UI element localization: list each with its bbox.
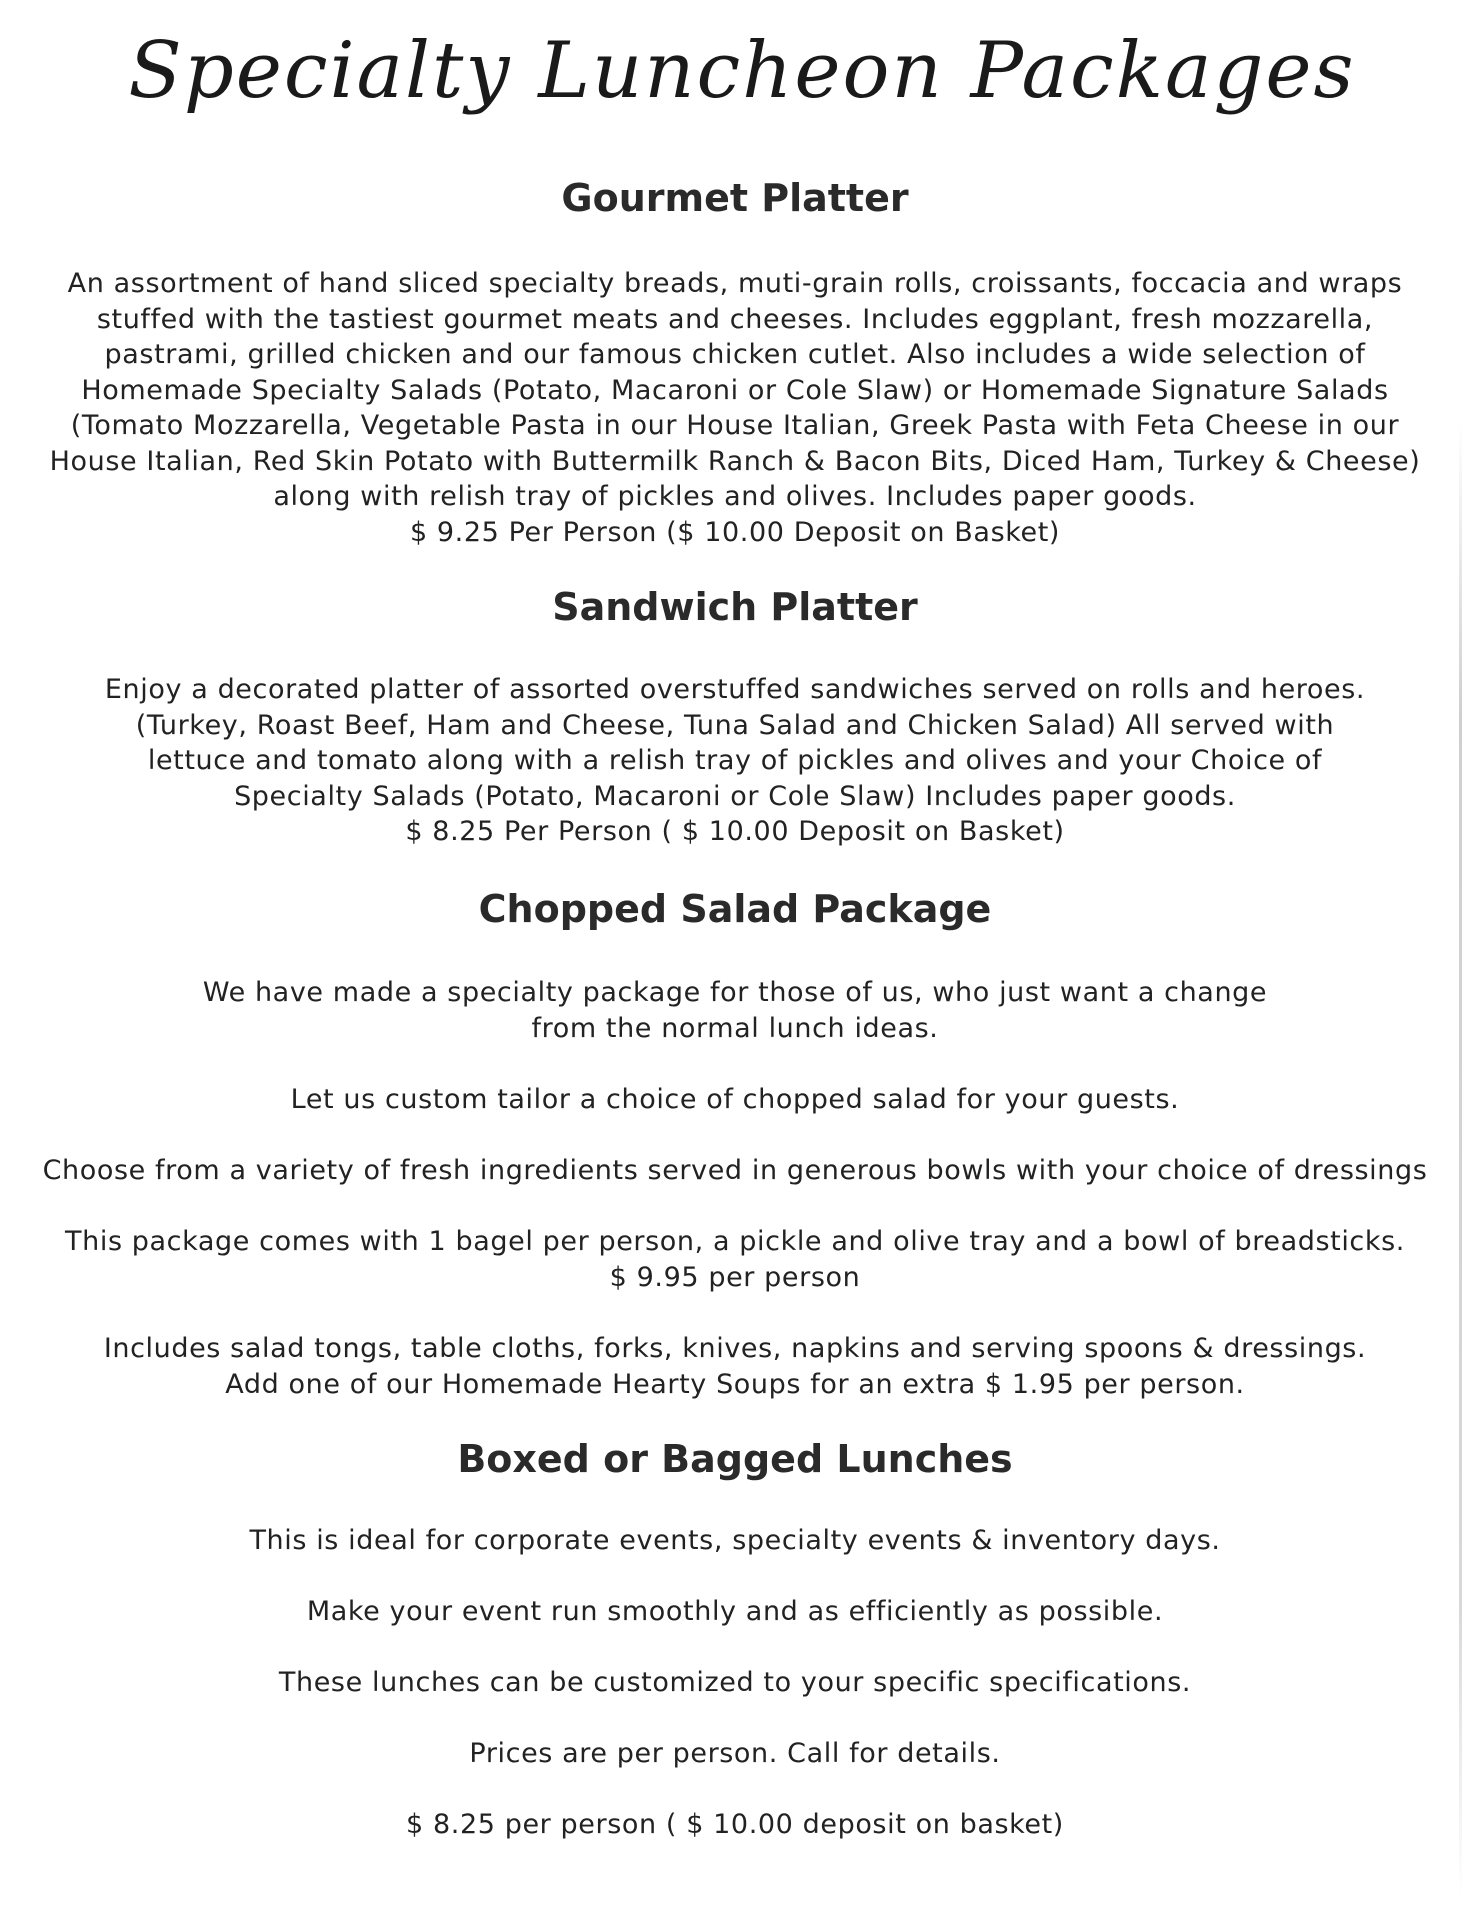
scan-edge-divider xyxy=(1459,420,1462,1900)
chopped-salad-intro xyxy=(0,975,1470,1046)
boxed-custom: These lunches can be customized to your specific specifications. xyxy=(278,1667,1192,1698)
sandwich-line: lettuce and tomato along with a relish tray of pickles and olives and your Choice of xyxy=(147,745,1323,776)
chopped-salad-choose: Choose from a variety of fresh ingredients served in generous bowls with your choice of dressings xyxy=(42,1155,1428,1186)
chopped-intro-line: from the normal lunch ideas. xyxy=(531,1012,939,1044)
gourmet-price: $ 9.25 Per Person ($ 10.00 Deposit on Basket) xyxy=(409,516,1061,548)
chopped-price: $ 9.95 per person xyxy=(609,1261,861,1293)
gourmet-line: (Tomato Mozzarella, Vegetable Pasta in our House Italian, Greek Pasta with Feta Cheese in our xyxy=(70,410,1400,441)
gourmet-line: An assortment of hand sliced specialty breads, muti-grain rolls, croissants, foccacia and wraps xyxy=(67,268,1403,299)
gourmet-platter-heading: Gourmet Platter xyxy=(561,176,909,220)
boxed-lunches-heading: Boxed or Bagged Lunches xyxy=(457,1437,1013,1481)
sandwich-line: (Turkey, Roast Beef, Ham and Cheese, Tuna Salad and Chicken Salad) All served with xyxy=(135,709,1335,741)
sandwich-platter-heading: Sandwich Platter xyxy=(552,585,918,629)
chopped-salad-comes-with xyxy=(0,1224,1470,1295)
chopped-salad-tailor: Let us custom tailor a choice of chopped salad for your guests. xyxy=(290,1084,1180,1115)
boxed-price: $ 8.25 per person ( $ 10.00 deposit on basket) xyxy=(406,1809,1064,1840)
page-title: Specialty Luncheon Packages xyxy=(128,26,1356,116)
chopped-includes-line: Includes salad tongs, table cloths, forks, knives, napkins and serving spoons & dressings. xyxy=(103,1333,1367,1364)
chopped-salad-heading: Chopped Salad Package xyxy=(478,887,992,931)
chopped-intro-line: We have made a specialty package for those of us, who just want a change xyxy=(202,977,1268,1008)
boxed-ideal: This is ideal for corporate events, specialty events & inventory days. xyxy=(249,1525,1221,1556)
gourmet-line: stuffed with the tastiest gourmet meats and cheeses. Includes eggplant, fresh mozzarella, xyxy=(96,303,1374,335)
sandwich-price: $ 8.25 Per Person ( $ 10.00 Deposit on Basket) xyxy=(405,816,1065,847)
boxed-smooth: Make your event run smoothly and as efficiently as possible. xyxy=(306,1596,1164,1627)
gourmet-platter-description xyxy=(0,266,1470,550)
chopped-salad-includes xyxy=(0,1331,1470,1402)
boxed-prices-note: Prices are per person. Call for details. xyxy=(469,1738,1001,1769)
sandwich-line: Specialty Salads (Potato, Macaroni or Cole Slaw) Includes paper goods. xyxy=(234,780,1236,812)
sandwich-line: Enjoy a decorated platter of assorted overstuffed sandwiches served on rolls and heroes. xyxy=(104,674,1366,705)
gourmet-line: House Italian, Red Skin Potato with Buttermilk Ranch & Bacon Bits, Diced Ham, Turkey & Cheese) xyxy=(49,445,1421,477)
gourmet-line: Homemade Specialty Salads (Potato, Macaroni or Cole Slaw) or Homemade Signature Salads xyxy=(81,374,1389,406)
gourmet-line: pastrami, grilled chicken and our famous chicken cutlet. Also includes a wide selection of xyxy=(104,339,1366,370)
chopped-soup-addon: Add one of our Homemade Hearty Soups for an extra $ 1.95 per person. xyxy=(225,1368,1245,1400)
sandwich-platter-description xyxy=(0,672,1470,850)
chopped-comes-with-line: This package comes with 1 bagel per person, a pickle and olive tray and a bowl of breadsticks. xyxy=(65,1226,1405,1257)
gourmet-line: along with relish tray of pickles and olives. Includes paper goods. xyxy=(273,481,1197,512)
